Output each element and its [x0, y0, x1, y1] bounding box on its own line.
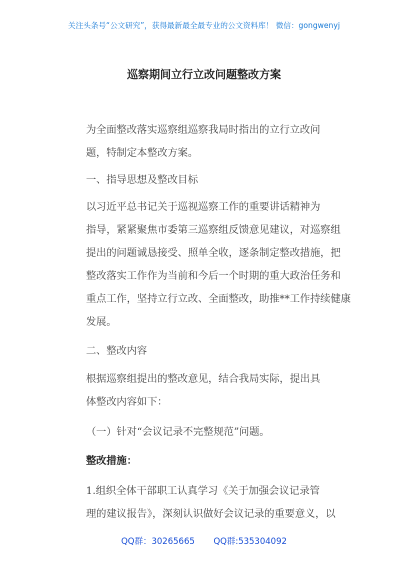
section1-line-3: 提出的问题诚恳接受、照单全收，逐条制定整改措施，把: [86, 248, 341, 259]
section1-line-6: 发展。: [86, 317, 117, 328]
section1-line-5: 重点工作，坚持立行立改、全面整改，助推**工作持续健康: [86, 294, 351, 305]
section1-line-4: 整改落实工作作为当前和今后一个时期的重大政治任务和: [86, 271, 341, 282]
intro-line-1: 为全面整改落实巡察组巡察我局时指出的立行立改问: [86, 125, 321, 136]
section2-line-1: 根据巡察组提出的整改意见，结合我局实际，提出具: [86, 374, 321, 385]
measure1-line-2: 理的建议报告》，深刻认识做好会议记录的重要意义，以: [86, 509, 336, 520]
section1-line-1: 以习近平总书记关于巡视巡察工作的重要讲话精神为: [86, 202, 321, 213]
measures-heading: 整改措施：: [86, 455, 137, 467]
section1-heading: 一、指导思想及整改目标: [86, 175, 199, 186]
footer-qq-groups: [0, 535, 408, 547]
item1-heading: （一）针对“会议记录不完整规范”问题。: [86, 427, 270, 438]
section1-line-2: 指导，紧紧聚焦市委第三巡察组反馈意见建议，对巡察组: [86, 225, 341, 236]
intro-line-2: 题，特制定本整改方案。: [86, 148, 199, 159]
section2-heading: 二、整改内容: [86, 346, 148, 357]
page-title: 巡察期间立行立改问题整改方案: [127, 68, 281, 81]
measure1-line-1: 1.组织全体干部职工认真学习《关于加强会议记录管: [86, 486, 320, 497]
section2-line-2: 体整改内容如下：: [86, 397, 168, 408]
footer-qq-2: QQ群:535304092: [213, 537, 287, 547]
footer-qq-1: QQ群：30265665: [121, 537, 195, 547]
promo-header: 关注头条号“公文研究”，获得最新最全最专业的公文资料库！ 微信：gongwenyj: [68, 21, 340, 30]
